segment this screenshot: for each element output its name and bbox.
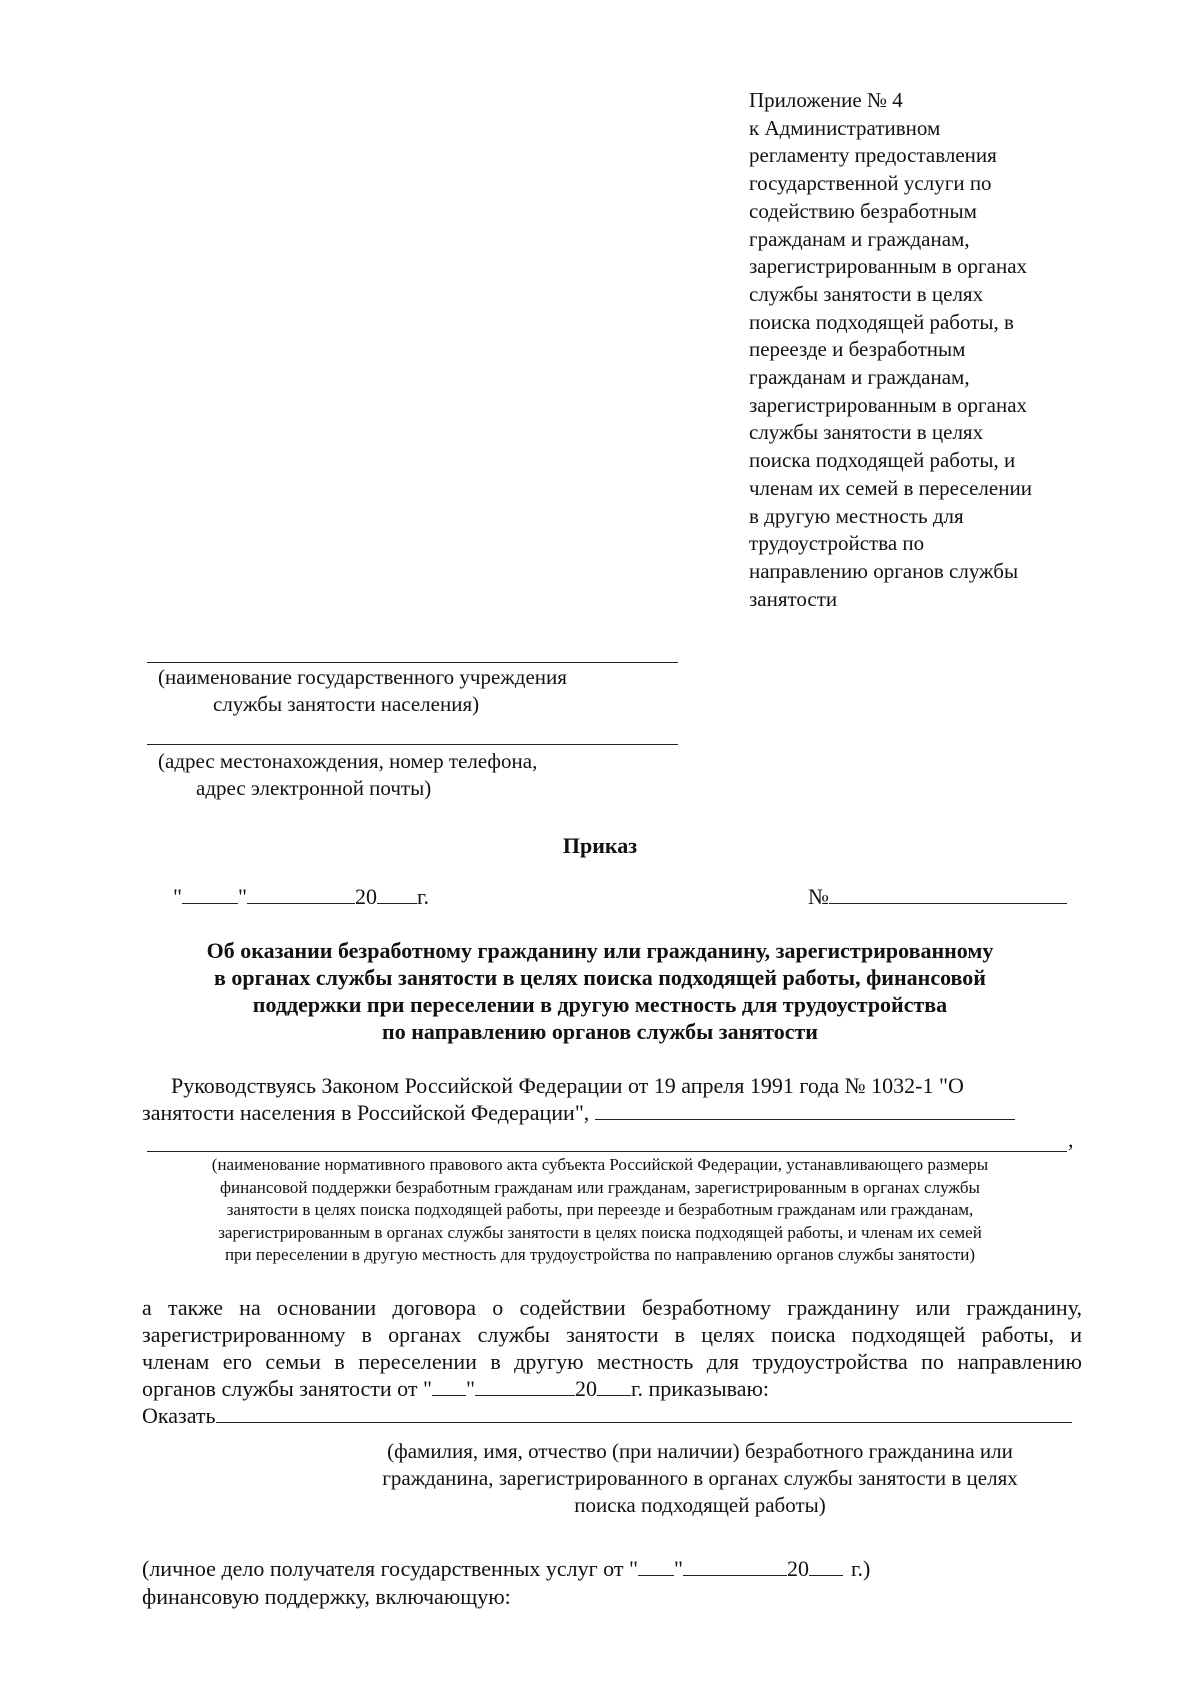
basis-4-a: органов службы занятости от "	[142, 1376, 432, 1401]
date-year-field[interactable]	[377, 883, 417, 904]
date-year-prefix: 20	[354, 884, 377, 909]
personal-file-month-field[interactable]	[683, 1555, 787, 1576]
date-day-field[interactable]	[182, 883, 238, 904]
subject-line: поддержки при переселении в другую местность для трудоустройства	[252, 992, 948, 1017]
basis-paragraph	[142, 1294, 1082, 1429]
order-number-line	[808, 883, 1067, 910]
personal-1-d: г.)	[850, 1556, 871, 1581]
basis-line-2: зарегистрированному в органах службы занятости в целях поиска подходящей работы, и	[142, 1322, 1082, 1347]
subject-line: в органах службы занятости в целях поиска подходящей работы, финансовой	[214, 965, 986, 990]
personal-file-year-field[interactable]	[809, 1555, 843, 1576]
basis-4-d: г. приказываю:	[630, 1376, 770, 1401]
subject-line: по направлению органов службы занятости	[382, 1019, 818, 1044]
date-suffix: г.	[416, 884, 430, 909]
caption-line: зарегистрированным в органах службы занятости в целях поиска подходящей работы, и членам их семей	[218, 1222, 982, 1242]
basis-line-3: членам его семьи в переселении в другую местность для трудоустройства по направлению	[142, 1349, 1082, 1374]
appendix-line: Приложение № 4	[749, 88, 903, 112]
basis-line-4	[142, 1375, 1082, 1402]
legal-act-field-2[interactable]	[147, 1151, 1067, 1152]
document-title: Приказ	[562, 833, 638, 858]
order-subject	[120, 937, 1080, 1045]
appendix-line: службы занятости в целях	[749, 281, 984, 306]
appendix-line: занятости	[749, 586, 838, 611]
date-quote-open: "	[173, 884, 182, 909]
intro-line-2	[142, 1099, 1015, 1126]
caption-line: финансовой поддержки безработным гражданам или гражданам, зарегистрированным в органах службы	[220, 1177, 980, 1197]
appendix-block	[749, 87, 1109, 613]
date-quote-close: "	[237, 884, 247, 909]
fio-line: гражданина, зарегистрированного в органах службы занятости в целях	[382, 1466, 1018, 1490]
appendix-line: в другую местность для	[749, 503, 964, 528]
contract-year-field[interactable]	[597, 1375, 631, 1396]
appendix-line: зарегистрированным в органах	[749, 392, 1028, 417]
date-month-field[interactable]	[247, 883, 355, 904]
contract-day-field[interactable]	[432, 1375, 466, 1396]
appendix-line: государственной услуги по	[749, 171, 992, 196]
provide-label: Оказать	[142, 1403, 216, 1428]
personal-1-a: (личное дело получателя государственных услуг от "	[142, 1556, 638, 1581]
subject-line: Об оказании безработному гражданину или гражданину, зарегистрированному	[206, 938, 994, 963]
provide-line	[142, 1402, 1082, 1429]
address-caption-1: (адрес местонахождения, номер телефона,	[158, 749, 538, 773]
address-caption-2: адрес электронной почты)	[196, 776, 432, 800]
personal-file-block	[142, 1555, 870, 1611]
appendix-line: членам их семей в переселении	[749, 475, 1032, 500]
appendix-line: переезде и безработным	[749, 337, 966, 362]
appendix-line: службы занятости в целях	[749, 420, 984, 445]
address-field[interactable]	[147, 744, 678, 745]
caption-line: при переселении в другую местность для трудоустройства по направлению органов службы занятости)	[224, 1245, 976, 1264]
order-date-line	[173, 883, 429, 910]
recipient-caption	[300, 1438, 1100, 1519]
legal-act-field-1[interactable]	[595, 1099, 1015, 1120]
intro-line-2-text: занятости населения в Российской Федерации",	[142, 1100, 590, 1125]
appendix-line: к Административном	[749, 115, 941, 140]
appendix-line: поиска подходящей работы, в	[749, 309, 1014, 334]
appendix-line: содействию безработным	[749, 198, 977, 223]
caption-line: (наименование нормативного правового акта субъекта Российской Федерации, устанавливающего размеры	[211, 1155, 989, 1174]
basis-line-1: а также на основании договора о содействии безработному гражданину или гражданину,	[142, 1295, 1082, 1320]
legal-act-caption	[120, 1154, 1080, 1267]
legal-act-comma: ,	[1068, 1127, 1074, 1152]
appendix-line: зарегистрированным в органах	[749, 254, 1028, 279]
personal-1-b: "	[673, 1556, 683, 1581]
financial-support-line: финансовую поддержку, включающую:	[142, 1584, 511, 1609]
institution-name-field[interactable]	[147, 662, 678, 663]
contract-month-field[interactable]	[475, 1375, 575, 1396]
institution-caption-1: (наименование государственного учреждения	[158, 665, 567, 689]
personal-file-day-field[interactable]	[638, 1555, 674, 1576]
appendix-line: поиска подходящей работы, и	[749, 448, 1016, 473]
appendix-line: трудоустройства по	[749, 531, 925, 556]
fio-line: (фамилия, имя, отчество (при наличии) безработного гражданина или	[387, 1439, 1013, 1463]
appendix-line: регламенту предоставления	[749, 143, 997, 168]
order-number-field[interactable]	[829, 883, 1067, 904]
fio-line: поиска подходящей работы)	[574, 1493, 826, 1517]
recipient-name-field[interactable]	[216, 1402, 1072, 1423]
appendix-line: гражданам и гражданам,	[749, 365, 970, 390]
basis-4-b: "	[465, 1376, 475, 1401]
number-label: №	[808, 884, 829, 909]
appendix-line: гражданам и гражданам,	[749, 226, 970, 251]
intro-line-1: Руководствуясь Законом Российской Федерации от 19 апреля 1991 года № 1032-1 "О	[171, 1073, 964, 1098]
caption-line: занятости в целях поиска подходящей работы, при переезде и безработным гражданам или гражданам,	[226, 1200, 974, 1219]
appendix-line: направлению органов службы	[749, 558, 1019, 583]
personal-1-c: 20	[786, 1556, 809, 1581]
institution-caption-2: службы занятости населения)	[213, 692, 480, 716]
personal-file-line	[142, 1555, 870, 1583]
basis-4-c: 20	[574, 1376, 597, 1401]
